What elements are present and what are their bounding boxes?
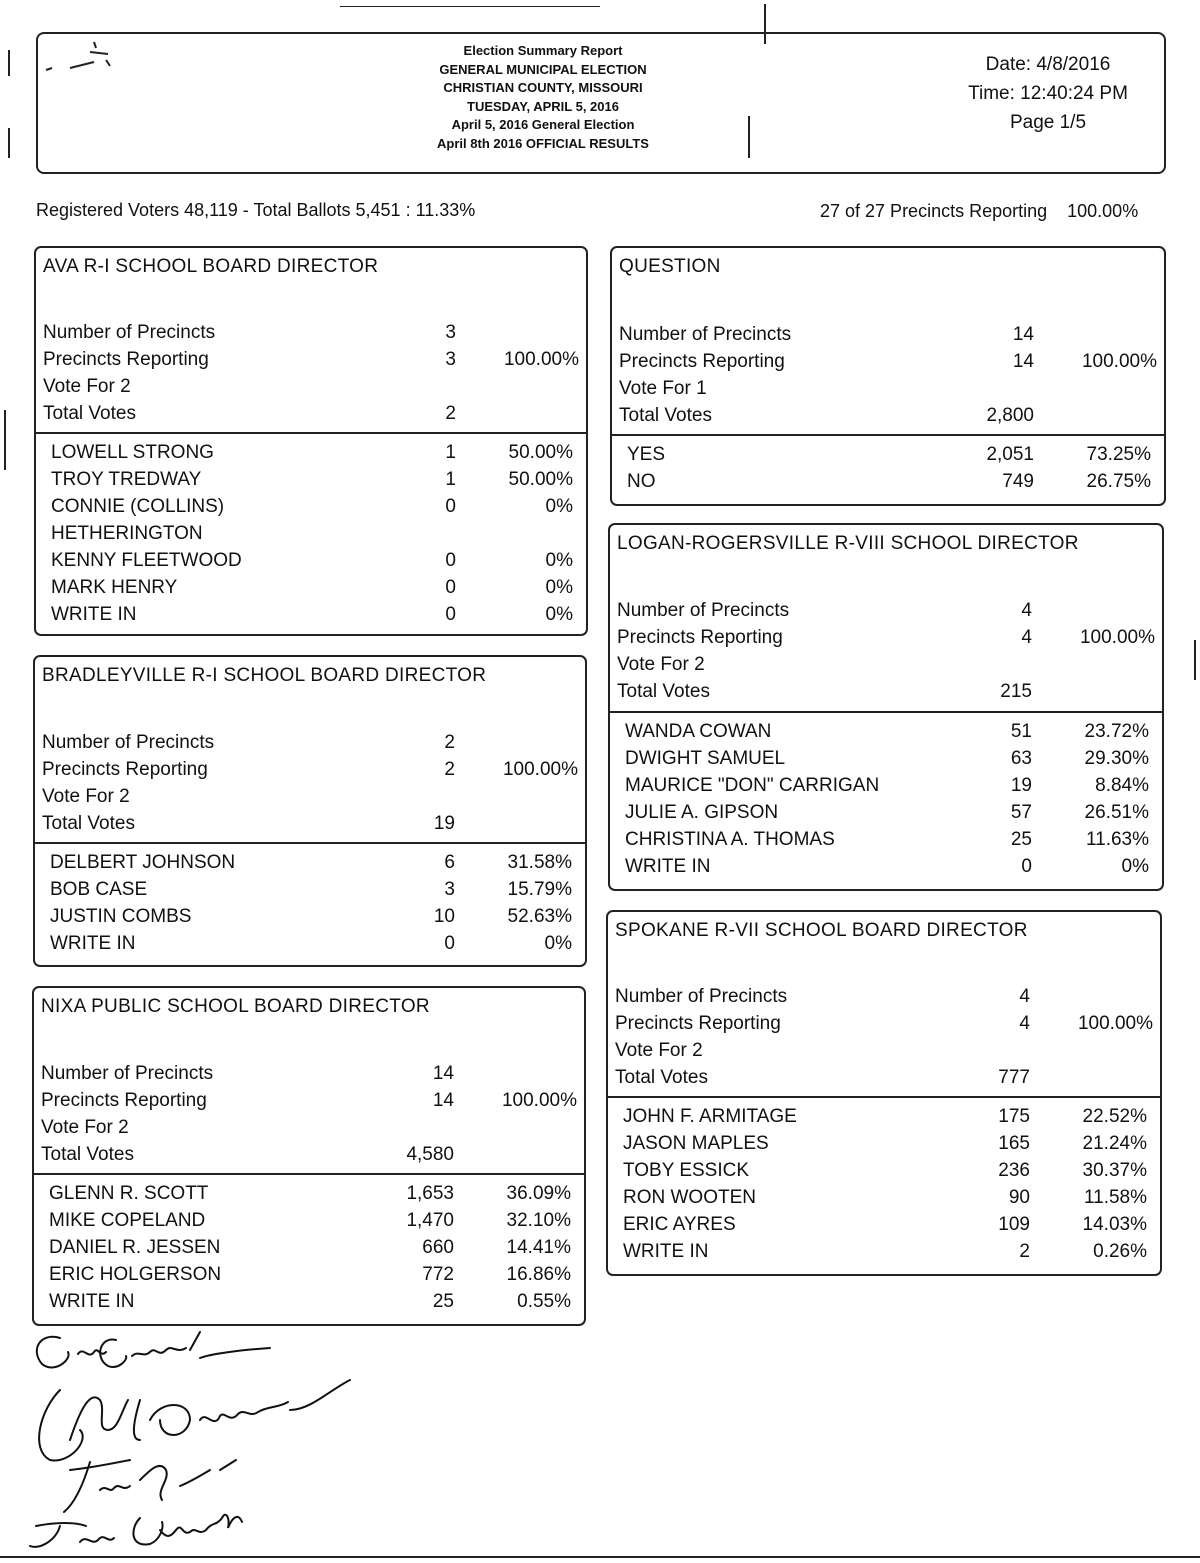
stat-row bbox=[42, 810, 585, 837]
candidate-votes: 1,470 bbox=[406, 1210, 454, 1231]
candidate-row bbox=[49, 1234, 584, 1261]
candidate-name: CONNIE (COLLINS) HETHERINGTON bbox=[51, 496, 225, 544]
candidate-votes: 0 bbox=[445, 550, 456, 571]
candidate-row bbox=[627, 468, 1164, 495]
stat-pct: 100.00% bbox=[503, 349, 579, 370]
candidate-votes: 57 bbox=[1010, 802, 1032, 823]
candidate-pct: 0% bbox=[545, 496, 573, 517]
stat-row bbox=[619, 375, 1164, 402]
stat-label: Total Votes bbox=[619, 405, 712, 426]
candidate-votes: 0 bbox=[445, 604, 456, 625]
candidate-votes: 660 bbox=[422, 1237, 454, 1258]
candidate-row bbox=[623, 1211, 1160, 1238]
stat-label: Number of Precincts bbox=[619, 324, 792, 345]
stat-value: 3 bbox=[445, 322, 456, 343]
candidate-pct: 73.25% bbox=[1086, 444, 1151, 465]
candidate-name: RON WOOTEN bbox=[623, 1187, 756, 1208]
candidate-row bbox=[623, 1103, 1160, 1130]
divider bbox=[608, 1096, 1160, 1098]
candidate-list bbox=[50, 849, 585, 957]
stat-row bbox=[43, 400, 586, 427]
candidate-votes: 165 bbox=[998, 1133, 1030, 1154]
candidate-name: GLENN R. SCOTT bbox=[49, 1183, 209, 1204]
vote-for: Vote For 1 bbox=[619, 378, 707, 399]
candidate-votes: 1,653 bbox=[406, 1183, 454, 1204]
candidate-name: WRITE IN bbox=[625, 856, 711, 877]
candidate-name: DELBERT JOHNSON bbox=[50, 852, 236, 873]
precincts-reporting-text: 27 of 27 Precincts Reporting bbox=[820, 201, 1048, 221]
candidate-pct: 11.58% bbox=[1083, 1187, 1147, 1208]
stat-row bbox=[41, 1060, 584, 1087]
precincts-reporting-summary bbox=[820, 201, 1138, 222]
candidate-pct: 26.51% bbox=[1084, 802, 1149, 823]
scan-line bbox=[1194, 640, 1196, 680]
vote-for: Vote For 2 bbox=[43, 376, 131, 397]
candidate-votes: 90 bbox=[1008, 1187, 1030, 1208]
scan-line bbox=[8, 50, 10, 76]
stat-row bbox=[41, 1114, 584, 1141]
candidate-row bbox=[625, 772, 1162, 799]
candidate-name: ERIC HOLGERSON bbox=[49, 1264, 222, 1285]
signature-2 bbox=[39, 1380, 350, 1460]
candidate-name: CHRISTINA A. THOMAS bbox=[625, 829, 835, 850]
stat-row bbox=[619, 402, 1164, 429]
candidate-pct: 14.41% bbox=[506, 1237, 571, 1258]
candidate-votes: 1 bbox=[445, 469, 456, 490]
candidate-votes: 63 bbox=[1010, 748, 1032, 769]
stat-row bbox=[617, 678, 1162, 705]
candidate-list bbox=[627, 441, 1164, 495]
stat-row bbox=[619, 321, 1164, 348]
candidate-pct: 26.75% bbox=[1086, 471, 1151, 492]
stat-value: 3 bbox=[445, 349, 456, 370]
candidate-votes: 25 bbox=[432, 1291, 454, 1312]
candidate-pct: 31.58% bbox=[507, 852, 572, 873]
stat-value: 215 bbox=[1000, 681, 1032, 702]
county-name: CHRISTIAN COUNTY, MISSOURI bbox=[443, 80, 643, 95]
candidate-votes: 6 bbox=[444, 852, 455, 873]
candidate-row bbox=[627, 441, 1164, 468]
stat-label: Precincts Reporting bbox=[619, 351, 785, 372]
candidate-name: TOBY ESSICK bbox=[623, 1160, 750, 1181]
report-titles bbox=[378, 42, 708, 153]
vote-for: Vote For 2 bbox=[615, 1040, 703, 1061]
candidate-name: BOB CASE bbox=[50, 879, 148, 900]
candidate-pct: 32.10% bbox=[506, 1210, 571, 1231]
candidate-row bbox=[51, 547, 586, 574]
candidate-votes: 772 bbox=[422, 1264, 454, 1285]
candidate-name: KENNY FLEETWOOD bbox=[51, 550, 242, 571]
candidate-row bbox=[51, 439, 586, 466]
stat-row bbox=[42, 756, 585, 783]
divider bbox=[612, 434, 1164, 436]
stat-row bbox=[43, 319, 586, 346]
registered-voters: Registered Voters 48,119 - Total Ballots 5,451 : 11.33% bbox=[36, 200, 476, 220]
candidate-votes: 3 bbox=[444, 879, 455, 900]
race-stats bbox=[42, 729, 585, 837]
stat-label: Total Votes bbox=[43, 403, 136, 424]
stat-label: Number of Precincts bbox=[615, 986, 788, 1007]
stat-row bbox=[617, 651, 1162, 678]
candidate-row bbox=[49, 1180, 584, 1207]
race-title: NIXA PUBLIC SCHOOL BOARD DIRECTOR bbox=[41, 996, 430, 1017]
candidate-pct: 16.86% bbox=[506, 1264, 571, 1285]
stat-value: 14 bbox=[1012, 351, 1034, 372]
candidate-name: JASON MAPLES bbox=[623, 1133, 769, 1154]
stat-row bbox=[615, 983, 1160, 1010]
stat-value: 4,580 bbox=[406, 1144, 454, 1165]
candidate-row bbox=[625, 718, 1162, 745]
candidate-votes: 19 bbox=[1010, 775, 1032, 796]
vote-for: Vote For 2 bbox=[617, 654, 705, 675]
stat-row bbox=[41, 1087, 584, 1114]
divider bbox=[36, 432, 586, 434]
signatures bbox=[20, 1330, 380, 1560]
report-title: Election Summary Report bbox=[463, 43, 623, 58]
candidate-name: DWIGHT SAMUEL bbox=[625, 748, 786, 769]
candidate-name: JOHN F. ARMITAGE bbox=[623, 1106, 797, 1127]
race-title: LOGAN-ROGERSVILLE R-VIII SCHOOL DIRECTOR bbox=[617, 533, 1079, 554]
candidate-row bbox=[49, 1261, 584, 1288]
stat-value: 4 bbox=[1019, 986, 1030, 1007]
race-stats bbox=[41, 1060, 584, 1168]
stat-value: 4 bbox=[1021, 627, 1032, 648]
candidate-pct: 11.63% bbox=[1085, 829, 1149, 850]
candidate-row bbox=[623, 1130, 1160, 1157]
candidate-name: WRITE IN bbox=[50, 933, 136, 954]
candidate-row bbox=[625, 799, 1162, 826]
race-nixa bbox=[32, 986, 586, 1326]
stat-row bbox=[42, 783, 585, 810]
candidate-row bbox=[623, 1184, 1160, 1211]
stat-value: 14 bbox=[432, 1090, 454, 1111]
stat-label: Precincts Reporting bbox=[617, 627, 783, 648]
candidate-name: MAURICE "DON" CARRIGAN bbox=[625, 775, 880, 796]
candidate-row bbox=[51, 601, 586, 628]
stat-label: Number of Precincts bbox=[42, 732, 215, 753]
signature-1 bbox=[37, 1332, 270, 1367]
candidate-name: MIKE COPELAND bbox=[49, 1210, 206, 1231]
candidate-pct: 14.03% bbox=[1082, 1214, 1147, 1235]
candidate-row bbox=[51, 574, 586, 601]
race-title: SPOKANE R-VII SCHOOL BOARD DIRECTOR bbox=[615, 920, 1028, 941]
candidate-pct: 22.52% bbox=[1082, 1106, 1147, 1127]
candidate-votes: 1 bbox=[445, 442, 456, 463]
candidate-list bbox=[625, 718, 1162, 880]
stat-label: Total Votes bbox=[41, 1144, 134, 1165]
candidate-pct: 0.26% bbox=[1093, 1241, 1147, 1262]
stat-label: Precincts Reporting bbox=[43, 349, 209, 370]
stat-row bbox=[41, 1141, 584, 1168]
election-name: GENERAL MUNICIPAL ELECTION bbox=[439, 61, 647, 77]
candidate-row bbox=[625, 826, 1162, 853]
candidate-row bbox=[50, 849, 585, 876]
divider bbox=[610, 711, 1162, 713]
stat-label: Total Votes bbox=[615, 1067, 708, 1088]
stat-row bbox=[43, 373, 586, 400]
stat-label: Number of Precincts bbox=[41, 1063, 214, 1084]
stat-pct: 100.00% bbox=[1079, 627, 1155, 648]
candidate-name: WRITE IN bbox=[51, 604, 137, 625]
candidate-row bbox=[49, 1207, 584, 1234]
stat-row bbox=[617, 624, 1162, 651]
race-stats bbox=[617, 597, 1162, 705]
stat-pct: 100.00% bbox=[501, 1090, 577, 1111]
candidate-pct: 15.79% bbox=[507, 879, 572, 900]
candidate-name: DANIEL R. JESSEN bbox=[49, 1237, 221, 1258]
race-ava bbox=[34, 246, 588, 636]
stat-label: Precincts Reporting bbox=[42, 759, 208, 780]
candidate-pct: 0% bbox=[545, 550, 573, 571]
report-date: Date: 4/8/2016 bbox=[985, 54, 1111, 75]
candidate-row bbox=[51, 493, 586, 547]
candidate-name: WRITE IN bbox=[49, 1291, 135, 1312]
candidate-votes: 10 bbox=[433, 906, 455, 927]
candidate-pct: 36.09% bbox=[506, 1183, 571, 1204]
candidate-pct: 30.37% bbox=[1082, 1160, 1147, 1181]
candidate-row bbox=[623, 1238, 1160, 1265]
candidate-pct: 21.24% bbox=[1082, 1133, 1147, 1154]
candidate-row bbox=[625, 745, 1162, 772]
stat-value: 14 bbox=[1012, 324, 1034, 345]
stat-value: 2 bbox=[444, 732, 455, 753]
stat-row bbox=[615, 1037, 1160, 1064]
candidate-votes: 2,051 bbox=[986, 444, 1034, 465]
candidate-name: JUSTIN COMBS bbox=[50, 906, 192, 927]
candidate-name: YES bbox=[627, 444, 666, 465]
candidate-pct: 52.63% bbox=[507, 906, 572, 927]
candidate-name: TROY TREDWAY bbox=[51, 469, 202, 490]
race-stats bbox=[43, 319, 586, 427]
race-question bbox=[610, 246, 1166, 506]
stat-label: Precincts Reporting bbox=[615, 1013, 781, 1034]
vote-for: Vote For 2 bbox=[42, 786, 130, 807]
candidate-votes: 0 bbox=[1021, 856, 1032, 877]
candidate-votes: 2 bbox=[1019, 1241, 1030, 1262]
stat-label: Total Votes bbox=[42, 813, 135, 834]
candidate-row bbox=[50, 876, 585, 903]
candidate-pct: 0% bbox=[545, 604, 573, 625]
candidate-votes: 0 bbox=[445, 496, 456, 517]
candidate-list bbox=[623, 1103, 1160, 1265]
results-label: April 8th 2016 OFFICIAL RESULTS bbox=[437, 135, 649, 151]
scan-line bbox=[340, 6, 600, 7]
race-logan-rogersville bbox=[608, 523, 1164, 891]
stat-value: 19 bbox=[433, 813, 455, 834]
candidate-row bbox=[50, 930, 585, 957]
scan-line bbox=[4, 410, 6, 470]
race-title: QUESTION bbox=[619, 256, 721, 277]
candidate-list bbox=[49, 1180, 584, 1315]
divider bbox=[34, 1173, 584, 1175]
stat-label: Number of Precincts bbox=[43, 322, 216, 343]
signature-4 bbox=[30, 1515, 242, 1547]
signature-3 bbox=[64, 1460, 236, 1512]
race-title: BRADLEYVILLE R-I SCHOOL BOARD DIRECTOR bbox=[42, 665, 487, 686]
candidate-name: LOWELL STRONG bbox=[51, 442, 214, 463]
stat-row bbox=[615, 1064, 1160, 1091]
race-bradleyville bbox=[33, 655, 587, 967]
stat-row bbox=[43, 346, 586, 373]
report-header bbox=[36, 32, 1166, 174]
candidate-name: JULIE A. GIPSON bbox=[625, 802, 779, 823]
candidate-pct: 50.00% bbox=[508, 442, 573, 463]
candidate-pct: 29.30% bbox=[1084, 748, 1149, 769]
stat-row bbox=[617, 597, 1162, 624]
candidate-row bbox=[49, 1288, 584, 1315]
stat-value: 2 bbox=[444, 759, 455, 780]
stat-label: Total Votes bbox=[617, 681, 710, 702]
stat-row bbox=[42, 729, 585, 756]
candidate-pct: 50.00% bbox=[508, 469, 573, 490]
candidate-name: WRITE IN bbox=[623, 1241, 709, 1262]
precincts-reporting-pct: 100.00% bbox=[1067, 201, 1139, 221]
candidate-name: WANDA COWAN bbox=[625, 721, 772, 742]
candidate-votes: 236 bbox=[998, 1160, 1030, 1181]
race-spokane bbox=[606, 910, 1162, 1276]
candidate-row bbox=[51, 466, 586, 493]
candidate-row bbox=[625, 853, 1162, 880]
stat-value: 4 bbox=[1019, 1013, 1030, 1034]
election-day: TUESDAY, APRIL 5, 2016 bbox=[467, 98, 619, 114]
stat-value: 14 bbox=[432, 1063, 454, 1084]
candidate-pct: 23.72% bbox=[1084, 721, 1149, 742]
stat-pct: 100.00% bbox=[1077, 1013, 1153, 1034]
candidate-votes: 25 bbox=[1010, 829, 1032, 850]
candidate-votes: 0 bbox=[444, 933, 455, 954]
candidate-votes: 109 bbox=[998, 1214, 1030, 1235]
candidate-votes: 749 bbox=[1002, 471, 1034, 492]
scan-line bbox=[748, 116, 750, 158]
report-page: Page 1/5 bbox=[1009, 112, 1087, 133]
stat-pct: 100.00% bbox=[502, 759, 578, 780]
scan-mark-icon bbox=[40, 38, 120, 78]
election-subtitle: April 5, 2016 General Election bbox=[451, 117, 635, 132]
candidate-votes: 0 bbox=[445, 577, 456, 598]
candidate-row bbox=[623, 1157, 1160, 1184]
candidate-name: NO bbox=[627, 471, 656, 492]
candidate-name: ERIC AYRES bbox=[623, 1214, 736, 1235]
vote-for: Vote For 2 bbox=[41, 1117, 129, 1138]
candidate-pct: 0% bbox=[545, 577, 573, 598]
candidate-pct: 8.84% bbox=[1095, 775, 1149, 796]
stat-pct: 100.00% bbox=[1081, 351, 1157, 372]
stat-row bbox=[615, 1010, 1160, 1037]
candidate-votes: 51 bbox=[1010, 721, 1032, 742]
candidate-row bbox=[50, 903, 585, 930]
candidate-pct: 0% bbox=[544, 933, 572, 954]
report-meta bbox=[938, 50, 1158, 137]
stat-label: Precincts Reporting bbox=[41, 1090, 207, 1111]
race-title: AVA R-I SCHOOL BOARD DIRECTOR bbox=[43, 256, 379, 277]
stat-value: 4 bbox=[1021, 600, 1032, 621]
stat-row bbox=[619, 348, 1164, 375]
candidate-votes: 175 bbox=[998, 1106, 1030, 1127]
divider bbox=[35, 842, 585, 844]
candidate-pct: 0.55% bbox=[517, 1291, 571, 1312]
race-stats bbox=[619, 321, 1164, 429]
report-time: Time: 12:40:24 PM bbox=[968, 83, 1128, 104]
race-stats bbox=[615, 983, 1160, 1091]
stat-value: 777 bbox=[998, 1067, 1030, 1088]
stat-value: 2 bbox=[445, 403, 456, 424]
candidate-pct: 0% bbox=[1121, 856, 1149, 877]
stat-value: 2,800 bbox=[986, 405, 1034, 426]
stat-label: Number of Precincts bbox=[617, 600, 790, 621]
candidate-name: MARK HENRY bbox=[51, 577, 178, 598]
scan-line bbox=[8, 128, 10, 158]
candidate-list bbox=[51, 439, 586, 628]
